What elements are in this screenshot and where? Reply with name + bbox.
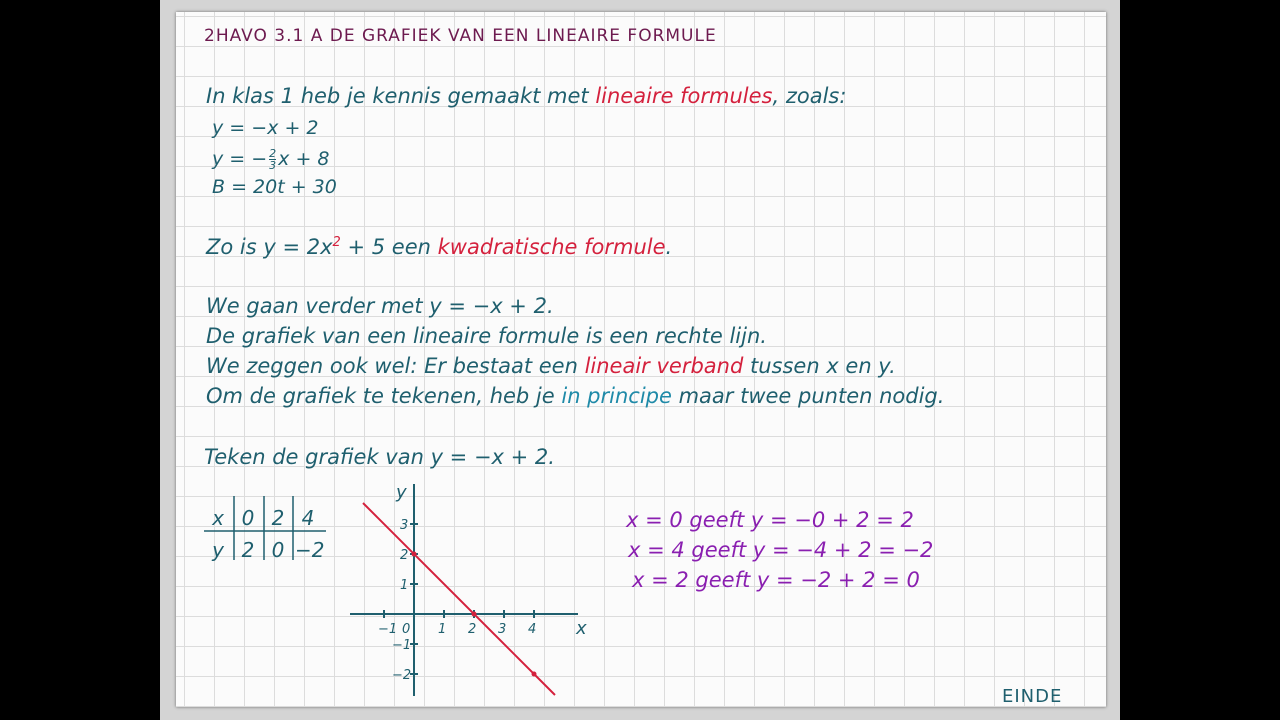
y-tick-label: −1 <box>392 638 412 653</box>
graph-point <box>472 612 477 617</box>
table-x-value: 4 <box>301 506 315 530</box>
para-line-4-after: maar twee punten nodig. <box>671 384 945 408</box>
calc-line: x = 4 geeft y = −4 + 2 = −2 <box>628 538 934 562</box>
table-x-value: 2 <box>271 506 285 530</box>
graph-point <box>532 672 537 677</box>
calc-line: x = 0 geeft y = −0 + 2 = 2 <box>626 508 914 532</box>
line-graph <box>340 478 590 700</box>
para-line-4 <box>206 386 944 407</box>
x-tick-label: 2 <box>468 622 477 637</box>
fraction-numerator: 2 <box>269 147 277 160</box>
y-axis-label: y <box>396 482 407 503</box>
graph-line <box>363 503 555 695</box>
para-line-4-before: Om de grafiek te tekenen, heb je <box>206 384 562 408</box>
graph-point <box>412 552 417 557</box>
x-tick-label: 1 <box>438 622 447 637</box>
formula-2-suffix: x + 8 <box>278 148 330 170</box>
para-line-3-highlight: lineair verband <box>584 354 744 378</box>
lesson-heading: 2HAVO 3.1 A DE GRAFIEK VAN EEN LINEAIRE FORMULE <box>204 26 717 46</box>
end-label: EINDE <box>1002 686 1063 707</box>
intro-after: , zoals: <box>772 84 847 108</box>
formula-3: B = 20t + 30 <box>212 176 337 198</box>
para-line-2: De grafiek van een lineaire formule is een rechte lijn. <box>206 324 767 348</box>
intro-highlight: lineaire formules <box>595 84 773 108</box>
intro-text: In klas 1 heb je kennis gemaakt met <box>206 84 596 108</box>
para-line-3-after: tussen x en y. <box>743 354 896 378</box>
para-line-4-highlight: in principe <box>561 384 672 408</box>
quadratic-mid: + 5 een <box>340 235 438 259</box>
table-y-label: y <box>212 538 224 562</box>
calc-line: x = 2 geeft y = −2 + 2 = 0 <box>632 568 920 592</box>
para-line-1: We gaan verder met y = −x + 2. <box>206 294 554 318</box>
x-axis-label: x <box>576 618 587 639</box>
y-tick-label: 1 <box>400 578 409 593</box>
task-line: Teken de grafiek van y = −x + 2. <box>204 445 555 469</box>
quadratic-line <box>206 236 672 258</box>
table-y-value: −2 <box>295 538 325 562</box>
formula-1: y = −x + 2 <box>212 117 319 139</box>
x-tick-label: 4 <box>528 622 537 637</box>
table-x-label: x <box>212 506 224 530</box>
graph-red-line <box>363 503 555 695</box>
para-line-3-before: We zeggen ook wel: Er bestaat een <box>206 354 585 378</box>
table-y-value: 2 <box>241 538 255 562</box>
y-tick-label: −2 <box>392 668 412 683</box>
quadratic-highlight: kwadratische formule <box>437 235 666 259</box>
y-tick-label: 2 <box>400 548 409 563</box>
quadratic-after: . <box>665 235 673 259</box>
para-line-3 <box>206 356 896 377</box>
formula-2-prefix: y = − <box>212 148 268 170</box>
table-x-value: 0 <box>241 506 255 530</box>
fraction <box>269 148 276 171</box>
x-tick-label: 0 <box>402 622 411 637</box>
fraction-denominator: 3 <box>269 159 277 172</box>
formula-2 <box>212 148 330 171</box>
x-tick-label: −1 <box>378 622 398 637</box>
intro-line <box>206 86 846 107</box>
graph-axes <box>350 482 587 696</box>
quadratic-exponent: 2 <box>332 235 341 250</box>
quadratic-before: Zo is y = 2x <box>206 235 333 259</box>
table-y-value: 0 <box>271 538 285 562</box>
y-tick-label: 3 <box>400 518 409 533</box>
x-tick-label: 3 <box>498 622 507 637</box>
